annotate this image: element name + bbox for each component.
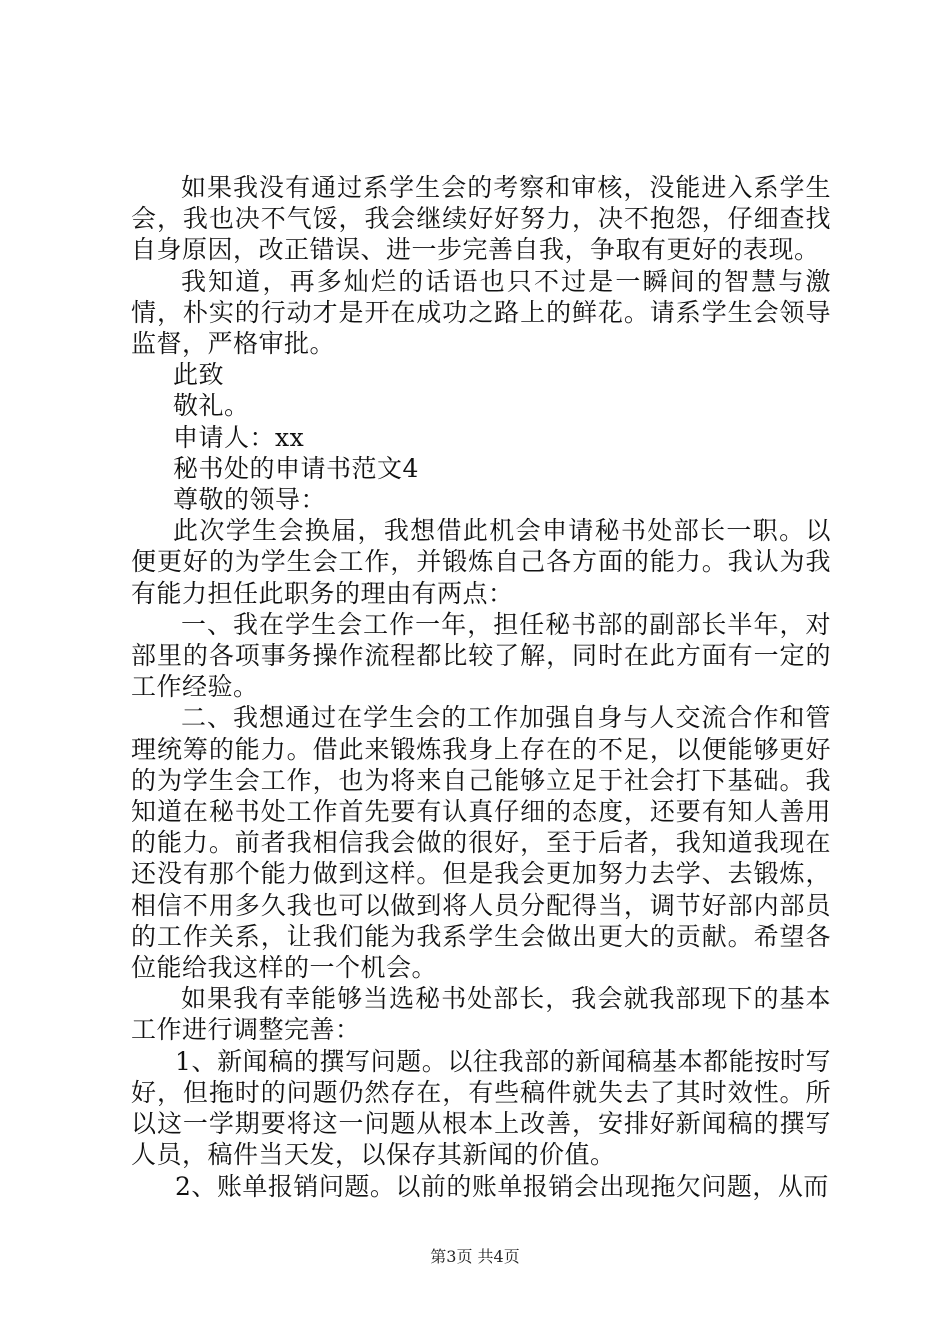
closing-regards: 敬礼。 [173,391,250,421]
page-footer: 第3页 共4页 [430,1247,520,1266]
section-title: 秘书处的申请书范文4 [173,453,419,483]
paragraph-application-intro: 此次学生会换届，我想借此机会申请秘书处部长一职。以便更好的为学生会工作，并锻炼自己各方面的能力。我认为我有能力担任此职务的理由有两点： [131,516,831,608]
paragraph-plan-item-2: 2、账单报销问题。以前的账单报销会出现拖欠问题，从而 [175,1171,829,1201]
paragraph-reason-two: 二、我想通过在学生会的工作加强自身与人交流合作和管理统筹的能力。借此来锻炼我身上存在的不足，以便能够更好的为学生会工作，也为将来自己能够立足于社会打下基础。我知道在秘书处工作首先要有认真仔细的态度，还要有知人善用的能力。前者我相信我会做的很好，至于后者，我知道我现在还没有那个能力做到这样。但是我会更加努力去学、去锻炼，相信不用多久我也可以做到将人员分配得当，调节好部内部员的工作关系，让我们能为我系学生会做出更大的贡献。希望各位能给我这样的一个机会。 [131,703,831,983]
applicant-signature: 申请人：xx [173,422,305,452]
greeting: 尊敬的领导： [173,485,327,515]
closing-salutation: 此致 [173,360,225,390]
paragraph-reason-one: 一、我在学生会工作一年，担任秘书部的副部长半年，对部里的各项事务操作流程都比较了解，同时在此方面有一定的工作经验。 [131,609,831,702]
paragraph-action-statement: 我知道，再多灿烂的话语也只不过是一瞬间的智慧与激情，朴实的行动才是开在成功之路上的鲜花。请系学生会领导监督，严格审批。 [131,266,831,359]
paragraph-plan-intro: 如果我有幸能够当选秘书处部长，我会就我部现下的基本工作进行调整完善： [131,984,831,1045]
document-body [131,172,831,1202]
paragraph-plan-item-1: 1、新闻稿的撰写问题。以往我部的新闻稿基本都能按时写好，但拖时的问题仍然存在，有些稿件就失去了其时效性。所以这一学期要将这一问题从根本上改善，安排好新闻稿的撰写人员，稿件当天发，以保存其新闻的价值。 [131,1046,831,1170]
paragraph-review-result: 如果我没有通过系学生会的考察和审核，没能进入系学生会，我也决不气馁，我会继续好好努力，决不抱怨，仔细查找自身原因，改正错误、进一步完善自我，争取有更好的表现。 [131,173,831,265]
